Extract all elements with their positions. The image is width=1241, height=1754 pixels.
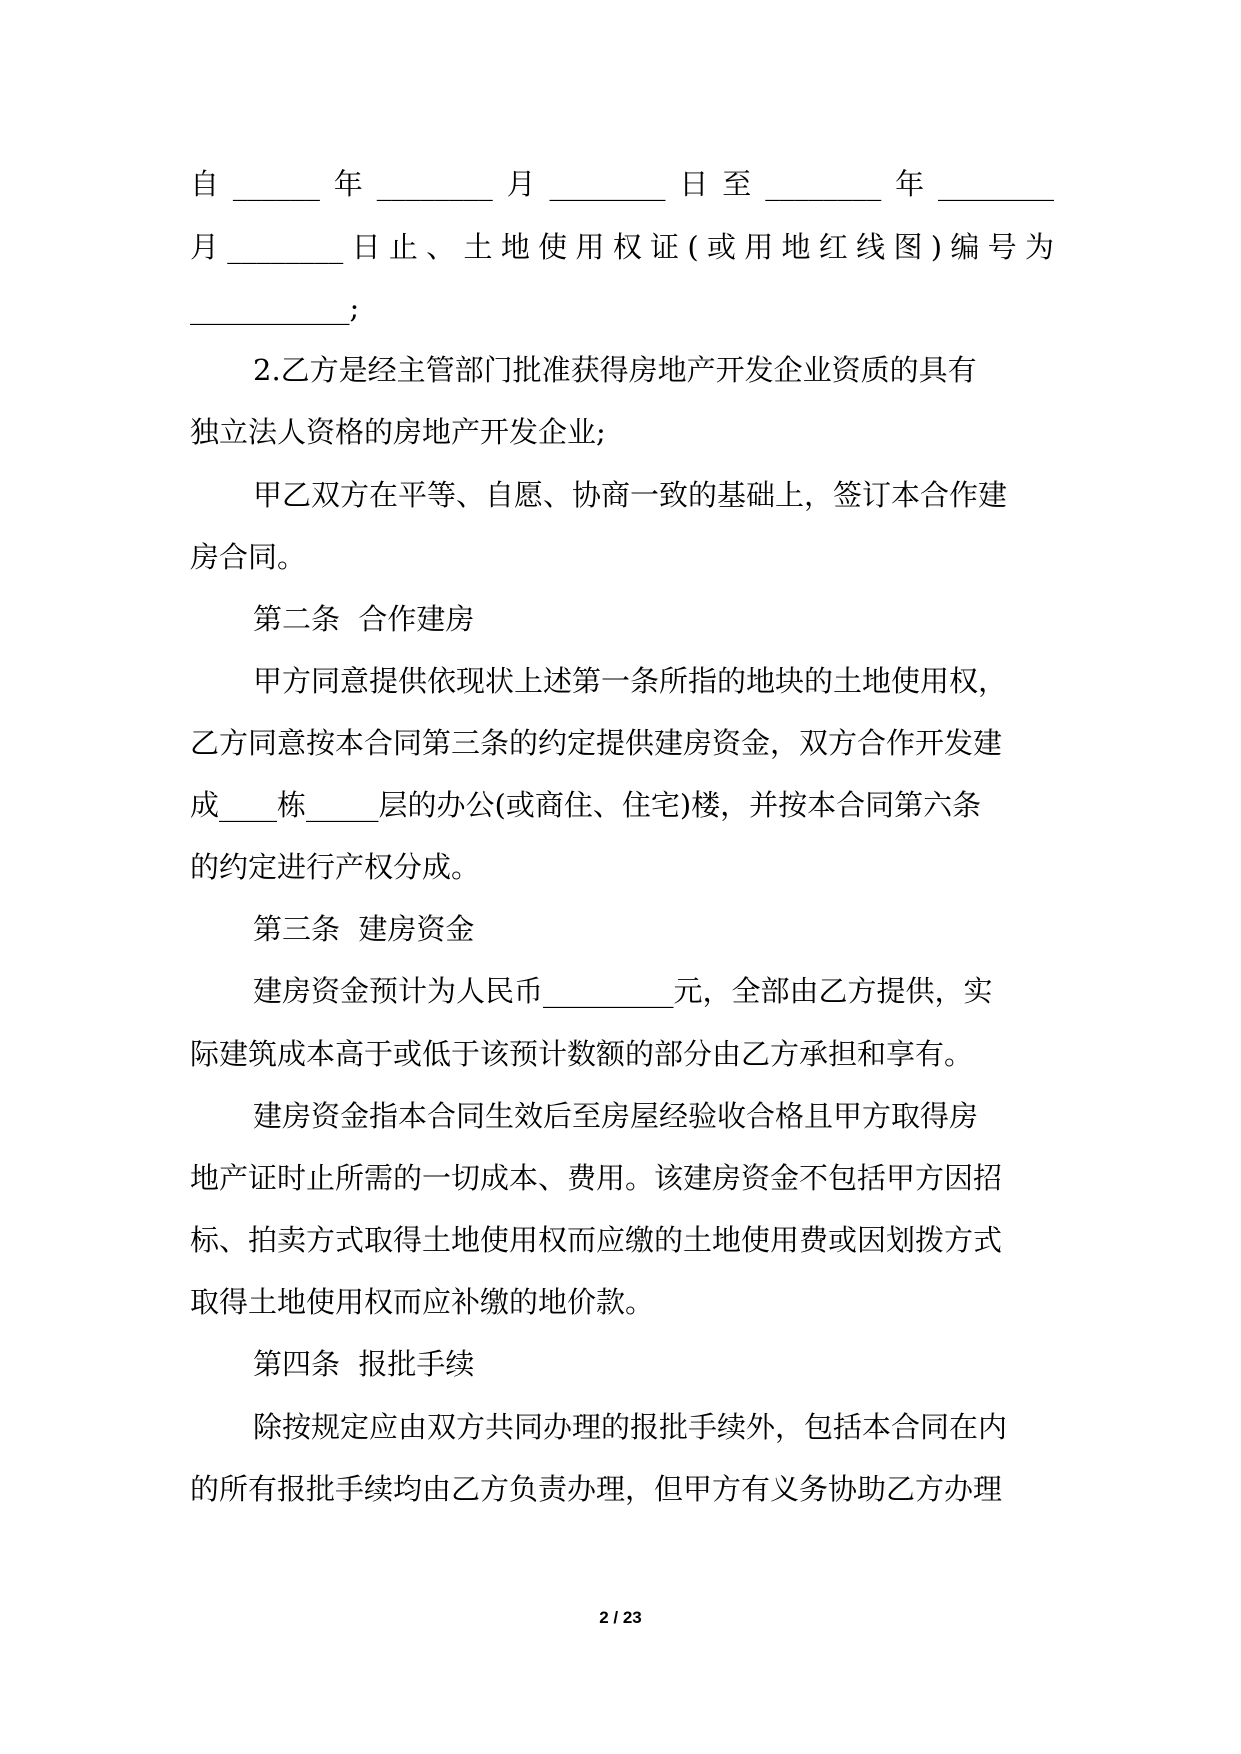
text-line: 地产证时止所需的一切成本、费用。该建房资金不包括甲方因招: [190, 1161, 1003, 1195]
text-line: 甲方同意提供依现状上述第一条所指的地块的土地使用权，: [253, 664, 1008, 698]
text-line: 建房资金指本合同生效后至房屋经验收合格且甲方取得房: [253, 1099, 979, 1133]
section-heading: 第三条 建房资金: [253, 912, 475, 946]
text-line: 房合同。: [190, 540, 307, 574]
text-line: 成____栋_____层的办公(或商住、住宅)楼，并按本合同第六条: [190, 788, 982, 822]
text-line: 甲乙双方在平等、自愿、协商一致的基础上，签订本合作建: [253, 478, 1008, 512]
text-line: 的所有报批手续均由乙方负责办理，但甲方有义务协助乙方办理: [190, 1472, 1003, 1506]
text-line: 标、拍卖方式取得土地使用权而应缴的土地使用费或因划拨方式: [190, 1223, 1003, 1257]
text-line: 取得土地使用权而应补缴的地价款。: [190, 1285, 655, 1319]
text-line: 月________日止、土地使用权证(或用地红线图)编号为: [190, 230, 1054, 264]
text-line: 际建筑成本高于或低于该预计数额的部分由乙方承担和享有。: [190, 1037, 974, 1071]
text-line: 2.乙方是经主管部门批准获得房地产开发企业资质的具有: [253, 353, 977, 387]
text-line: ___________;: [190, 291, 360, 325]
section-heading: 第四条 报批手续: [253, 1347, 475, 1381]
text-line: 除按规定应由双方共同办理的报批手续外，包括本合同在内: [253, 1410, 1008, 1444]
section-heading: 第二条 合作建房: [253, 602, 475, 636]
text-line: 的约定进行产权分成。: [190, 850, 481, 884]
page-number: 2 / 23: [599, 1608, 642, 1627]
text-line: 乙方同意按本合同第三条的约定提供建房资金，双方合作开发建: [190, 726, 1003, 760]
text-line: 独立法人资格的房地产开发企业;: [190, 415, 606, 449]
text-line: 自______年________月________日至________年________: [190, 167, 1054, 201]
text-line: 建房资金预计为人民币_________元，全部由乙方提供，实: [253, 974, 993, 1008]
